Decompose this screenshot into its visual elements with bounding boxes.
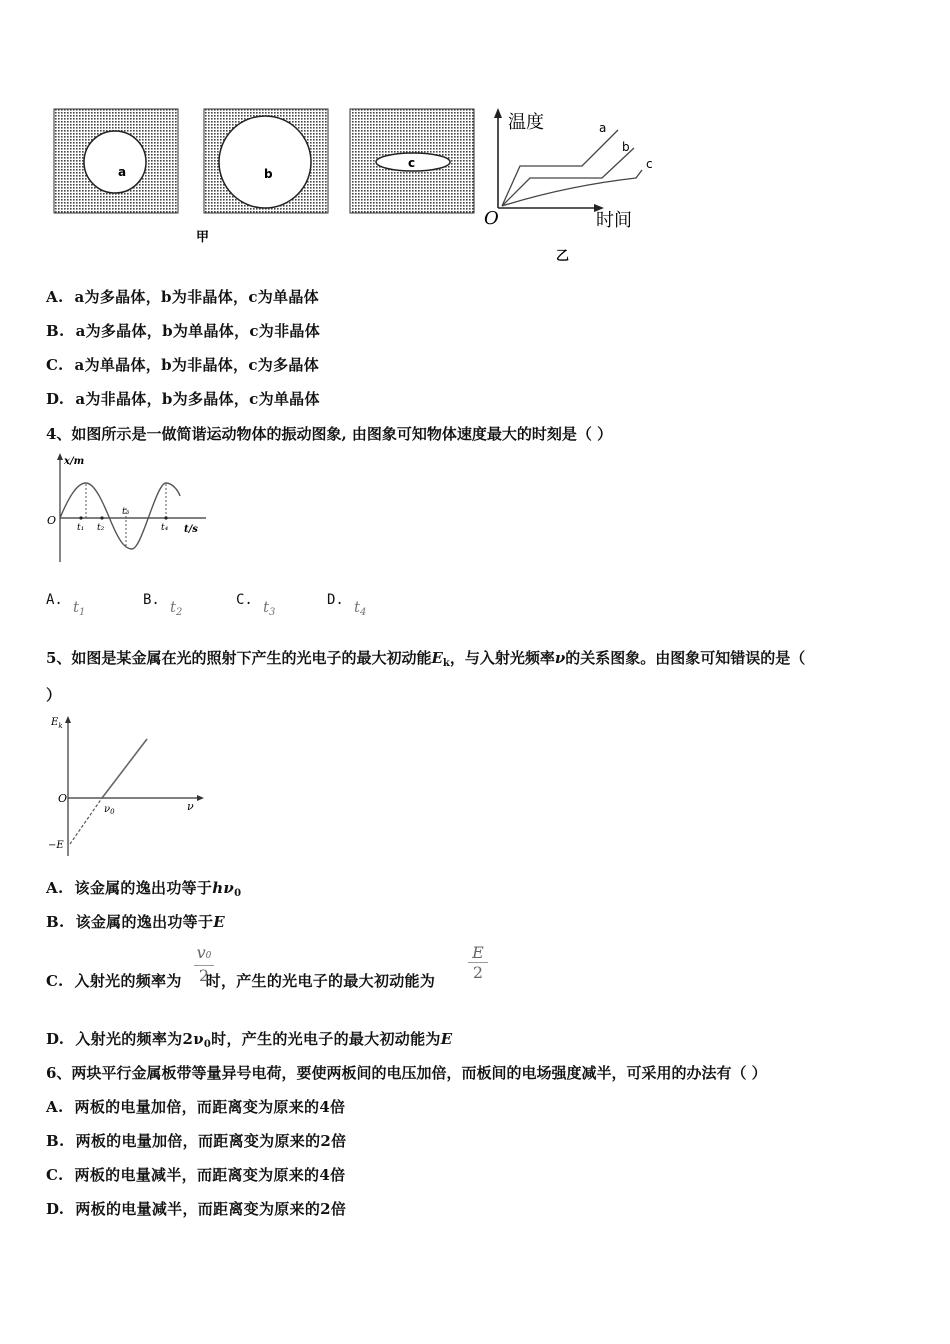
q4-option-d-value	[354, 598, 366, 618]
option-letter: A.	[46, 879, 64, 897]
option-letter: D.	[327, 592, 344, 608]
q4-option-d	[327, 592, 344, 608]
frac-num: v	[196, 943, 206, 962]
panel-a	[54, 109, 178, 213]
option-value: t	[170, 598, 177, 616]
option-text: 时，产生的光电子的最大初动能为	[211, 1030, 441, 1048]
option-letter: A.	[46, 592, 63, 608]
q5-ek: E	[431, 649, 443, 667]
q4-option-a	[46, 592, 63, 608]
caption-jia: 甲	[196, 230, 210, 245]
curve-c-label: c	[646, 157, 653, 171]
osc-tick-t2: t₂	[97, 523, 105, 533]
option-math: E	[440, 1030, 453, 1048]
q3-option-a	[46, 286, 319, 307]
q4-question: 4、如图所示是一做简谐运动物体的振动图象, 由图象可知物体速度最大的时刻是（ ）	[46, 425, 613, 443]
osc-ylabel: x/m	[64, 456, 85, 467]
option-value: t	[73, 598, 80, 616]
option-letter: C.	[236, 592, 253, 608]
option-math: hν	[212, 879, 235, 897]
pe-nu0: $\nu_0$	[104, 804, 115, 816]
curve-b-label: b	[622, 140, 630, 154]
option-letter: B.	[46, 913, 65, 931]
graph-ylabel: 温度	[508, 112, 544, 133]
option-text: 两板的电量减半，而距离变为原来的2倍	[75, 1200, 347, 1218]
option-text: 入射光的频率为	[75, 1030, 183, 1048]
caption-yi: 乙	[556, 249, 570, 264]
curve-a-label: a	[599, 121, 607, 135]
pe-dashed-extension	[70, 798, 102, 844]
option-sub: 3	[269, 607, 276, 618]
q5-text-mid: ，与入射光频率	[449, 649, 555, 667]
q5-ek-sub: k	[442, 658, 450, 669]
panel-b-label: b	[264, 167, 273, 181]
q4-option-b	[143, 592, 160, 608]
option-text: 两板的电量加倍，而距离变为原来的2倍	[75, 1132, 347, 1150]
option-text: 两板的电量减半，而距离变为原来的4倍	[74, 1166, 346, 1184]
q6-option-d	[46, 1198, 346, 1219]
option-text: 该金属的逸出功等于	[75, 913, 214, 931]
q5-option-a	[46, 877, 241, 899]
q5-text-pre: 5、如图是某金属在光的照射下产生的光电子的最大初动能	[46, 649, 432, 667]
option-text: 时，产生的光电子的最大初动能为	[205, 972, 436, 990]
q5-question	[46, 647, 805, 669]
option-sub: 2	[176, 607, 183, 618]
pe-neg-label: −E	[48, 840, 64, 851]
option-sub: 0	[234, 888, 242, 899]
osc-tick-t1: t₁	[77, 523, 85, 533]
option-letter: D.	[46, 1030, 65, 1048]
option-text: 该金属的逸出功等于	[74, 879, 213, 897]
q5-question-line2: ）	[46, 686, 62, 704]
curve-c	[502, 170, 642, 206]
q6-option-a	[46, 1096, 345, 1117]
pe-ylabel: $E_k$	[51, 717, 63, 730]
q5-option-d	[46, 1028, 452, 1050]
q5-text-post: 的关系图象。由图象可知错误的是（	[565, 649, 806, 667]
q3-option-d	[46, 388, 320, 409]
option-text: a为多晶体，b为单晶体，c为非晶体	[75, 322, 321, 340]
q5-nu: ν	[554, 649, 566, 667]
option-text: a为单晶体，b为非晶体，c为多晶体	[74, 356, 319, 374]
graph-origin: O	[484, 208, 499, 229]
osc-xlabel: t/s	[184, 524, 198, 535]
frac-den: 2	[468, 962, 488, 983]
crystal-figure	[46, 100, 666, 265]
pe-xlabel: ν	[187, 800, 194, 813]
q6-question: 6、两块平行金属板带等量异号电荷，要使两板间的电压加倍，而板间的电场强度减半，可采用的办法有（ ）	[46, 1064, 767, 1082]
option-letter: C.	[46, 356, 64, 374]
q4-option-c	[236, 592, 253, 608]
option-letter: C.	[46, 1166, 64, 1184]
curve-a	[502, 130, 618, 206]
panel-c	[350, 109, 474, 213]
osc-tick-t4: t₄	[161, 523, 169, 533]
fraction-e-over-2	[468, 944, 488, 983]
option-sub: 4	[360, 607, 367, 618]
osc-tick-t3: t₃	[122, 507, 130, 517]
q4-option-c-value	[263, 598, 275, 618]
option-letter: B.	[46, 322, 65, 340]
option-text: 入射光的频率为	[74, 972, 182, 990]
option-letter: B.	[143, 592, 160, 608]
option-math: E	[213, 913, 225, 931]
option-letter: C.	[46, 972, 64, 990]
option-letter: D.	[46, 390, 65, 408]
panel-c-label: c	[408, 156, 416, 170]
option-text: a为非晶体，b为多晶体，c为单晶体	[75, 390, 320, 408]
option-value: t	[354, 598, 361, 616]
option-text: 两板的电量加倍，而距离变为原来的4倍	[74, 1098, 346, 1116]
frac-num-sub: 0	[205, 951, 212, 961]
option-sub: 0	[203, 1039, 212, 1050]
pe-line	[102, 739, 147, 798]
q4-option-b-value	[170, 598, 182, 618]
frac-num: E	[472, 943, 484, 962]
graph-xlabel: 时间	[596, 210, 632, 231]
q3-option-c	[46, 354, 319, 375]
option-value: t	[263, 598, 270, 616]
photoelectric-graph	[44, 710, 214, 860]
q3-option-b	[46, 320, 320, 341]
osc-origin: O	[47, 514, 57, 527]
option-letter: B.	[46, 1132, 65, 1150]
q6-option-c	[46, 1164, 345, 1185]
fraction-nu0-over-2	[194, 944, 214, 986]
option-text: a为多晶体，b为非晶体，c为单晶体	[74, 288, 319, 306]
panel-a-label: a	[118, 165, 127, 179]
osc-curve	[60, 483, 180, 549]
frac-den: 2	[194, 965, 214, 986]
temperature-graph	[484, 108, 653, 264]
panel-b	[204, 109, 328, 213]
oscillation-graph	[44, 450, 214, 565]
q4-option-a-value	[73, 598, 85, 618]
option-letter: A.	[46, 1098, 64, 1116]
q5-option-b	[46, 911, 225, 932]
curve-b	[502, 148, 634, 206]
option-math: 2ν	[182, 1030, 204, 1048]
option-sub: 1	[79, 607, 86, 618]
option-letter: A.	[46, 288, 64, 306]
option-letter: D.	[46, 1200, 65, 1218]
q5-option-c	[46, 970, 435, 991]
pe-origin: O	[58, 792, 68, 805]
q6-option-b	[46, 1130, 346, 1151]
